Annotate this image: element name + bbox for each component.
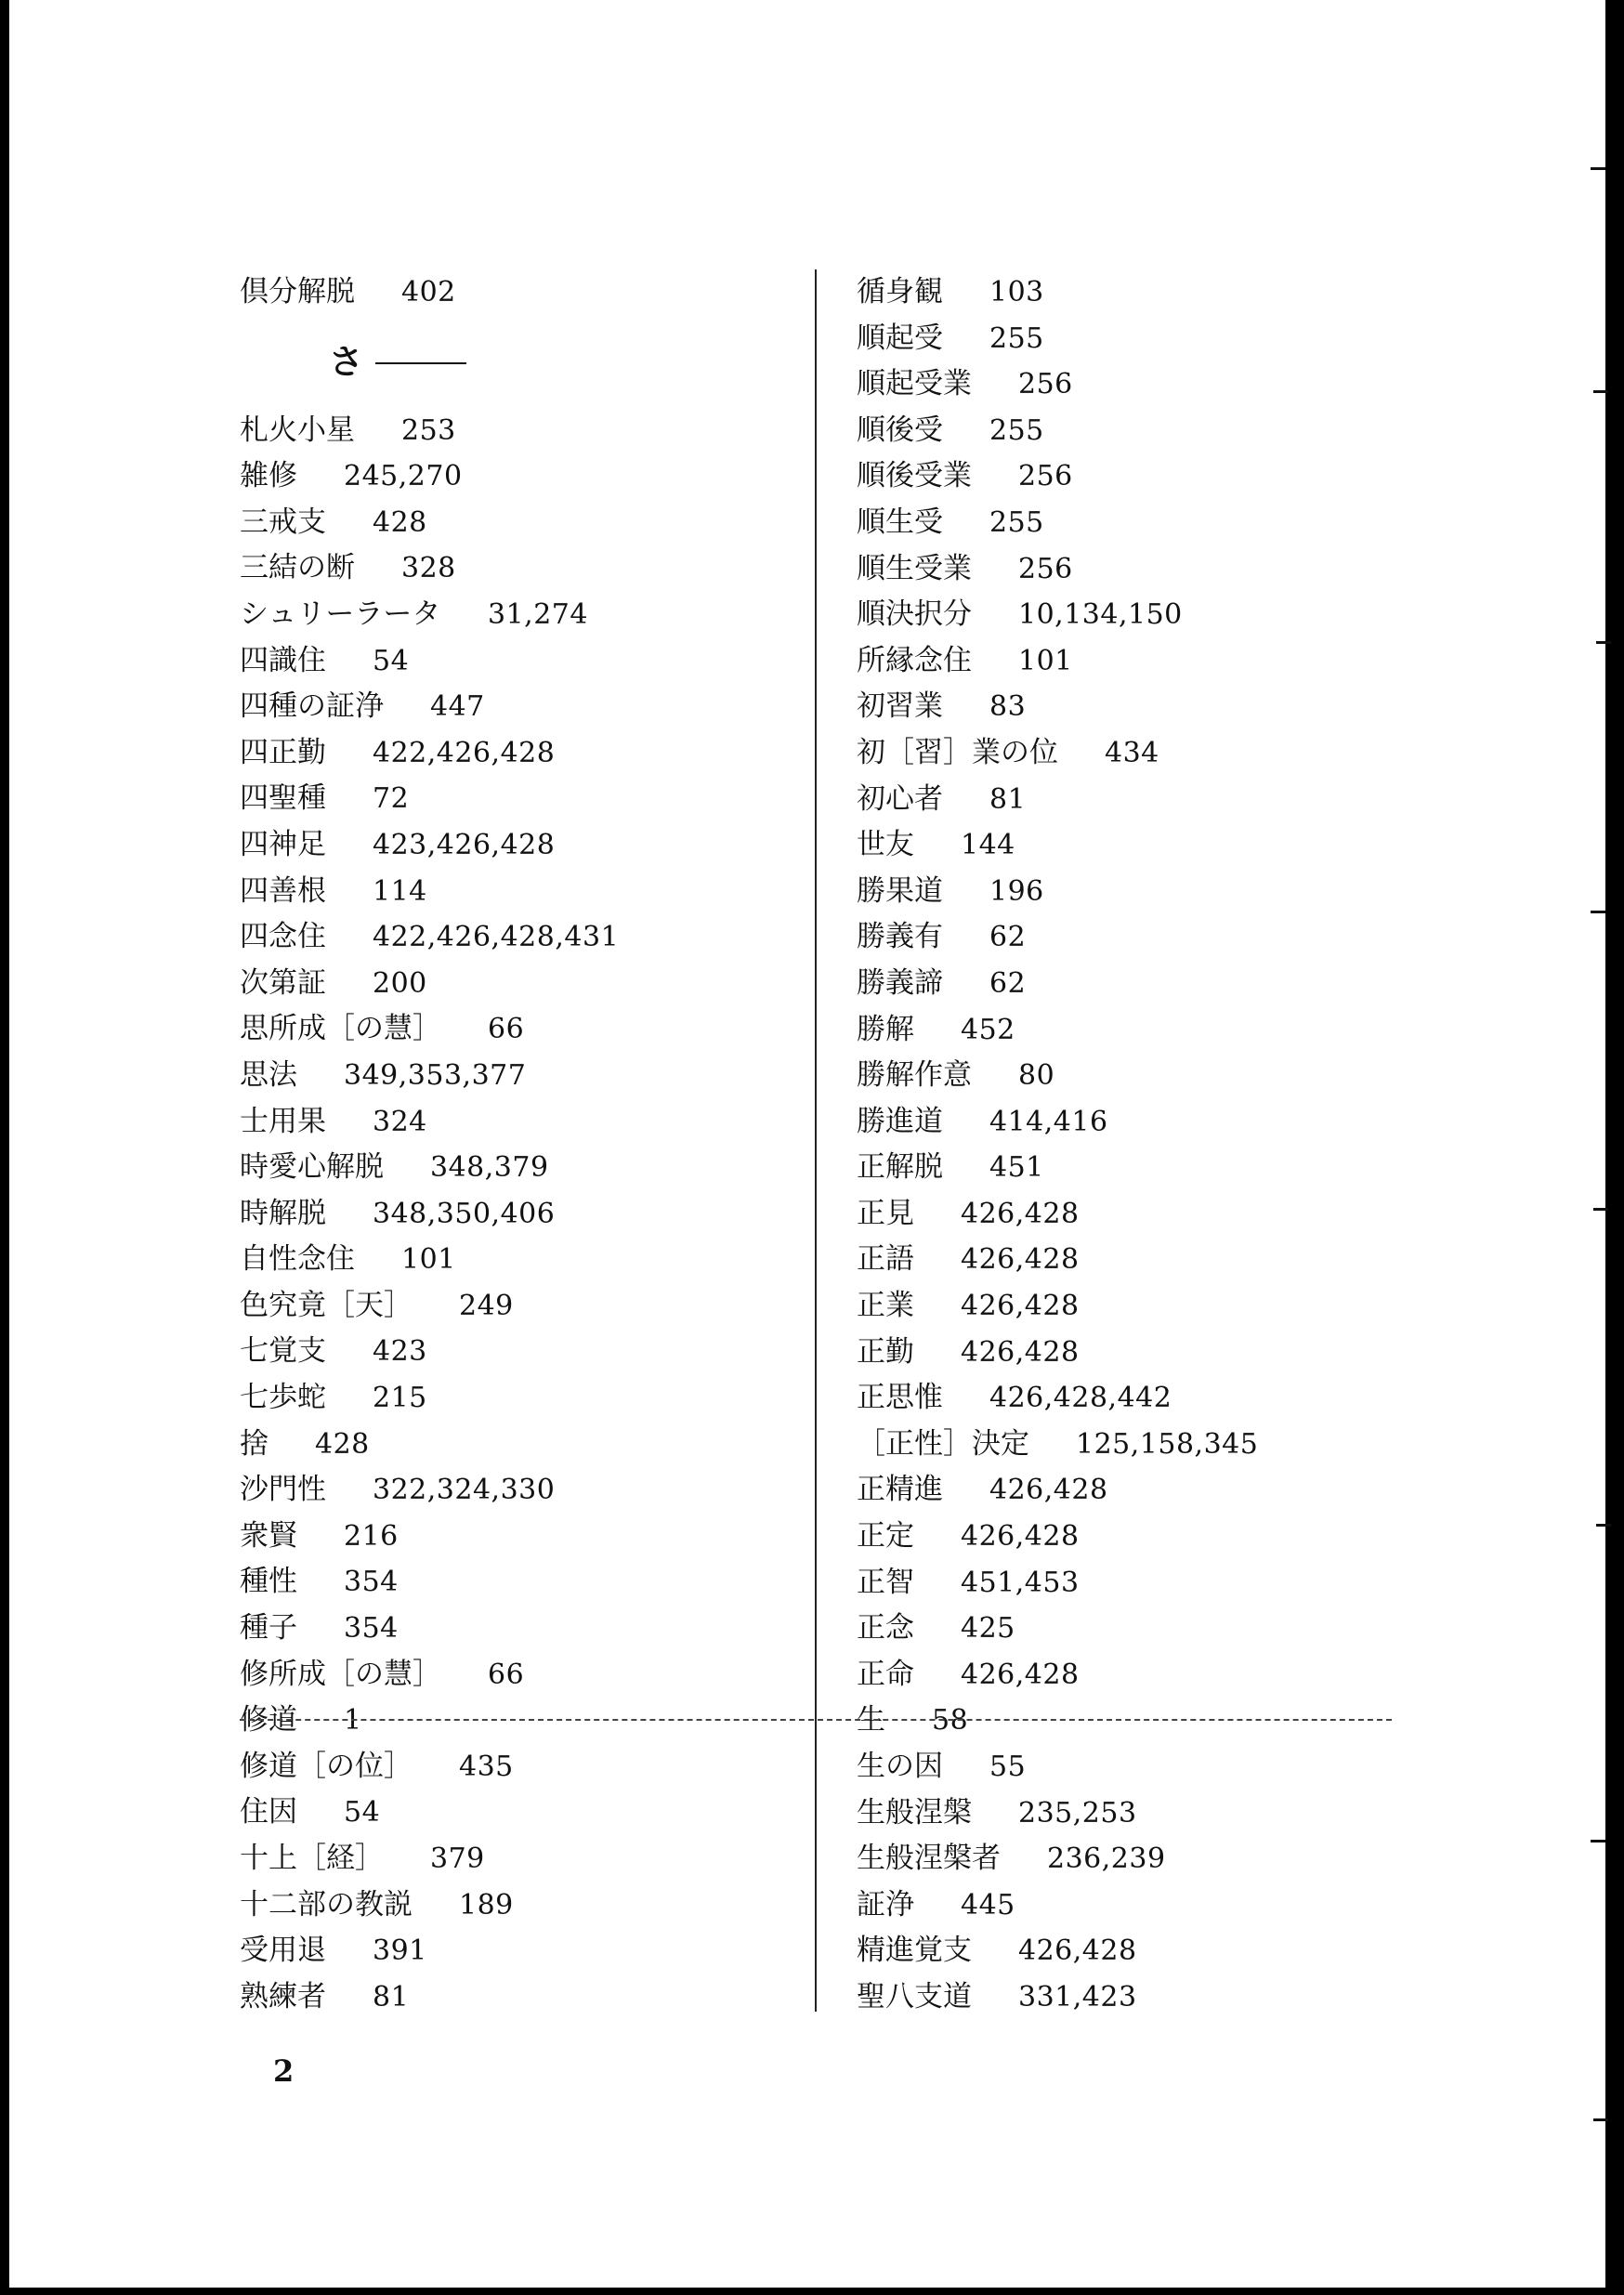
index-entry [857, 592, 1433, 638]
index-entry [857, 1237, 1433, 1283]
index-pages: 452 [961, 1013, 1015, 1046]
index-term: 住因 [240, 1795, 297, 1829]
index-term: 勝進道 [857, 1104, 943, 1138]
index-pages: 426,428 [961, 1290, 1080, 1323]
index-term: 順起受業 [857, 367, 972, 401]
index-pages: 423 [373, 1335, 427, 1369]
index-column-left [240, 269, 797, 2020]
index-pages: 255 [989, 321, 1044, 355]
index-term: 修所成［の慧］ [240, 1657, 441, 1691]
scan-edge-mark [1591, 1840, 1605, 1843]
index-pages: 435 [459, 1750, 514, 1783]
index-pages: 125,158,345 [1076, 1427, 1259, 1461]
index-entry [857, 1007, 1433, 1054]
index-entry [857, 546, 1433, 593]
index-term: 四正勤 [240, 735, 326, 769]
index-term: 順決択分 [857, 597, 972, 632]
index-term: 正勤 [857, 1334, 914, 1369]
index-entry [240, 1836, 797, 1882]
index-entry [857, 1375, 1433, 1422]
index-entry [857, 1467, 1433, 1514]
index-term: 正定 [857, 1519, 914, 1554]
index-term: 勝義有 [857, 920, 943, 954]
index-term: 初心者 [857, 781, 943, 816]
index-pages: 425 [961, 1612, 1015, 1646]
index-entry [240, 1974, 797, 2021]
index-term: 四種の証浄 [240, 689, 384, 724]
index-term: 順後受 [857, 413, 943, 447]
index-term: 熟練者 [240, 1979, 326, 2013]
index-pages: 428 [315, 1427, 370, 1461]
index-pages: 426,428 [1018, 1934, 1137, 1968]
index-term: 時愛心解脱 [240, 1150, 384, 1185]
index-entry [857, 1099, 1433, 1146]
index-term: 循身観 [857, 275, 943, 308]
index-entry [857, 1744, 1433, 1790]
index-entry [857, 361, 1433, 408]
index-pages: 31,274 [488, 597, 588, 631]
index-pages: 54 [373, 644, 410, 677]
index-term: 正智 [857, 1565, 914, 1599]
index-entry [240, 545, 797, 592]
index-pages: 434 [1105, 736, 1159, 769]
index-pages: 451 [989, 1151, 1044, 1185]
index-pages: 253 [401, 413, 456, 447]
index-pages: 215 [373, 1382, 427, 1415]
index-entry [240, 1237, 797, 1283]
index-term: 捨 [240, 1426, 268, 1461]
index-entry [857, 638, 1433, 685]
index-entry [857, 1560, 1433, 1606]
index-term: 色究竟［天］ [240, 1288, 413, 1322]
index-entry [857, 961, 1433, 1007]
index-pages: 426,428 [961, 1335, 1080, 1369]
index-entry [240, 914, 797, 961]
index-term: 受用退 [240, 1934, 326, 1968]
index-entry [857, 1191, 1433, 1238]
index-pages: 349,353,377 [344, 1058, 527, 1092]
index-pages: 422,426,428,431 [373, 921, 620, 954]
index-pages: 200 [373, 966, 427, 1000]
scan-edge-mark [1593, 1208, 1608, 1211]
index-term: 聖八支道 [857, 1979, 972, 2013]
index-term: 時解脱 [240, 1196, 326, 1230]
index-entry [240, 269, 797, 316]
index-pages: 1 [344, 1704, 362, 1738]
index-entry [240, 684, 797, 730]
index-entry [240, 1099, 797, 1146]
index-term: 正命 [857, 1657, 914, 1691]
index-term: 正見 [857, 1196, 914, 1230]
index-pages: 379 [430, 1843, 485, 1875]
index-term: 世友 [857, 828, 914, 862]
index-term: 初［習］業の位 [857, 735, 1058, 769]
scan-artifact-line [240, 1719, 1392, 1723]
index-pages: 66 [488, 1013, 525, 1046]
index-pages: 189 [459, 1888, 514, 1921]
scan-edge-mark [1596, 641, 1611, 644]
index-term: 生般涅槃 [857, 1795, 972, 1829]
index-term: 勝解作意 [857, 1058, 972, 1093]
index-entry [240, 1145, 797, 1191]
index-pages: 428 [373, 505, 427, 539]
index-term: 正解脱 [857, 1150, 943, 1185]
section-rule [375, 362, 466, 364]
index-term: 順後受業 [857, 459, 972, 493]
index-entry [857, 1974, 1433, 2021]
index-entry [240, 1744, 797, 1790]
index-entry [857, 1652, 1433, 1698]
index-pages: 331,423 [1018, 1980, 1137, 2013]
index-entry [240, 1053, 797, 1099]
index-pages: 55 [989, 1751, 1027, 1783]
index-entry [857, 1882, 1433, 1929]
index-entry [857, 453, 1433, 500]
index-term: 種性 [240, 1565, 297, 1599]
index-entry [240, 1514, 797, 1560]
index-pages: 414,416 [989, 1105, 1108, 1138]
index-pages: 196 [989, 874, 1044, 908]
index-entry [857, 1422, 1433, 1468]
index-pages: 328 [401, 552, 456, 585]
index-entry [240, 1006, 797, 1053]
scan-edge-mark [1591, 911, 1605, 913]
index-pages: 423,426,428 [373, 828, 556, 861]
index-entry [240, 1375, 797, 1422]
index-pages: 322,324,330 [373, 1474, 556, 1507]
index-entry [857, 730, 1433, 777]
index-term: 倶分解脱 [240, 275, 355, 308]
index-pages: 256 [1018, 552, 1073, 585]
index-pages: 58 [932, 1704, 969, 1738]
index-term: 勝義諦 [857, 965, 943, 1000]
index-term: ［正性］決定 [857, 1426, 1029, 1461]
scan-edge-mark [1596, 1524, 1611, 1527]
index-term: 順起受 [857, 321, 943, 355]
index-pages: 324 [373, 1105, 427, 1138]
index-entry [857, 316, 1433, 362]
index-pages: 348,379 [430, 1151, 549, 1185]
index-term: 初習業 [857, 689, 943, 724]
index-entry [240, 1329, 797, 1375]
index-entry [857, 914, 1433, 961]
index-pages: 101 [1018, 644, 1073, 677]
index-pages: 62 [989, 966, 1027, 1000]
index-term: 衆賢 [240, 1518, 297, 1553]
index-pages: 81 [989, 782, 1027, 816]
index-term: 生の因 [857, 1750, 943, 1783]
index-entry [240, 592, 797, 638]
index-pages: 426,428 [961, 1197, 1080, 1230]
index-pages: 81 [373, 1980, 410, 2013]
index-entry [857, 1790, 1433, 1837]
index-entry [857, 1606, 1433, 1652]
index-entry [857, 1928, 1433, 1974]
index-term: 修道［の位］ [240, 1749, 413, 1783]
index-term: 正精進 [857, 1473, 943, 1507]
index-term: 順生受業 [857, 551, 972, 585]
index-pages: 54 [344, 1796, 381, 1829]
index-pages: 249 [459, 1289, 514, 1322]
index-column-right [857, 269, 1433, 2021]
index-term: 七覚支 [240, 1334, 326, 1369]
index-pages: 391 [373, 1934, 427, 1968]
index-entry [857, 1330, 1433, 1376]
index-entry [240, 1422, 797, 1468]
index-entry [857, 869, 1433, 915]
index-term: 四聖種 [240, 781, 326, 816]
index-pages: 426,428 [961, 1520, 1080, 1554]
index-term: 七歩蛇 [240, 1381, 326, 1415]
index-entry [240, 869, 797, 915]
index-term: 種子 [240, 1611, 297, 1646]
index-term: 次第証 [240, 965, 326, 1000]
index-term: 自性念住 [240, 1242, 355, 1277]
index-term: 四識住 [240, 643, 326, 677]
index-term: 三戒支 [240, 505, 326, 539]
index-term: 思所成［の慧］ [240, 1012, 441, 1046]
scan-edge-mark [1593, 2118, 1608, 2121]
index-pages: 83 [989, 690, 1027, 724]
index-pages: 255 [989, 413, 1044, 447]
scan-edge-mark [1593, 390, 1608, 393]
index-entry [857, 500, 1433, 546]
section-kana: さ [329, 340, 363, 382]
index-pages: 235,253 [1018, 1796, 1137, 1829]
index-entry [240, 1559, 797, 1606]
index-pages: 426,428 [961, 1658, 1080, 1691]
index-term: 正業 [857, 1289, 914, 1323]
index-entry [857, 777, 1433, 823]
index-entry [857, 1836, 1433, 1882]
index-term: 順生受 [857, 505, 943, 539]
page-number: 2 [273, 2053, 295, 2089]
index-pages: 256 [1018, 368, 1073, 401]
index-pages: 426,428 [989, 1474, 1108, 1507]
index-term: 生 [857, 1703, 885, 1738]
index-entry [240, 730, 797, 777]
index-term: 四神足 [240, 827, 326, 861]
index-pages: 426,428,442 [989, 1382, 1172, 1415]
index-term: 三結の断 [240, 551, 355, 585]
scan-edge-mark [1591, 167, 1605, 170]
index-pages: 354 [344, 1566, 399, 1599]
index-term: 十二部の教説 [240, 1887, 413, 1921]
index-pages: 10,134,150 [1018, 598, 1183, 632]
index-term: 士用果 [240, 1104, 326, 1138]
index-entry [857, 684, 1433, 730]
index-pages: 216 [344, 1519, 399, 1553]
index-entry [240, 822, 797, 869]
index-entry [857, 822, 1433, 869]
index-entry [240, 1283, 797, 1330]
index-pages: 354 [344, 1612, 399, 1646]
index-term: 生般涅槃者 [857, 1842, 1001, 1876]
index-entry [857, 1145, 1433, 1191]
index-term: 思法 [240, 1057, 297, 1092]
index-entry [240, 776, 797, 822]
index-term: 勝果道 [857, 873, 943, 908]
index-pages: 451,453 [961, 1566, 1080, 1599]
index-entry [857, 1053, 1433, 1099]
index-pages: 245,270 [344, 460, 463, 493]
index-pages: 114 [373, 874, 427, 908]
index-entry [240, 1606, 797, 1652]
index-entry [857, 408, 1433, 454]
index-term: 沙門性 [240, 1473, 326, 1507]
index-entry [240, 1652, 797, 1698]
column-divider [815, 269, 817, 2012]
index-entry [240, 961, 797, 1007]
index-term: 正思惟 [857, 1381, 943, 1415]
index-pages: 66 [488, 1658, 525, 1691]
index-term: 正語 [857, 1242, 914, 1277]
index-entry [240, 1191, 797, 1238]
section-heading [240, 316, 797, 408]
index-pages: 144 [961, 829, 1015, 862]
index-term: シュリーラータ [240, 597, 441, 631]
index-term: 雑修 [240, 459, 297, 493]
index-pages: 236,239 [1047, 1843, 1166, 1876]
index-entry [240, 408, 797, 454]
index-entry [857, 1514, 1433, 1560]
index-pages: 422,426,428 [373, 736, 556, 769]
index-pages: 445 [961, 1888, 1015, 1921]
index-term: 正念 [857, 1611, 914, 1646]
index-pages: 103 [989, 276, 1044, 308]
index-term: 四念住 [240, 920, 326, 954]
index-entry [240, 1928, 797, 1974]
index-entry [240, 500, 797, 546]
index-pages: 426,428 [961, 1243, 1080, 1277]
index-term: 四善根 [240, 873, 326, 908]
index-pages: 101 [401, 1243, 456, 1277]
index-pages: 80 [1018, 1059, 1055, 1093]
index-pages: 72 [373, 782, 410, 816]
index-term: 十上［経］ [240, 1842, 384, 1875]
index-entry [857, 269, 1433, 316]
index-pages: 255 [989, 505, 1044, 539]
index-pages: 348,350,406 [373, 1197, 556, 1230]
index-term: 証浄 [857, 1887, 914, 1921]
index-entry [240, 1467, 797, 1514]
index-entry [240, 1790, 797, 1836]
index-entry [857, 1283, 1433, 1330]
index-pages: 447 [430, 690, 485, 724]
index-pages: 402 [401, 276, 456, 308]
index-term: 修道 [240, 1703, 297, 1738]
index-term: 札火小星 [240, 413, 355, 447]
index-term: 勝解 [857, 1012, 914, 1046]
index-term: 所縁念住 [857, 643, 972, 677]
index-pages: 256 [1018, 460, 1073, 493]
index-pages: 62 [989, 921, 1027, 954]
index-entry [240, 1882, 797, 1929]
index-entry [240, 638, 797, 685]
index-entry [240, 453, 797, 500]
index-term: 精進覚支 [857, 1934, 972, 1968]
